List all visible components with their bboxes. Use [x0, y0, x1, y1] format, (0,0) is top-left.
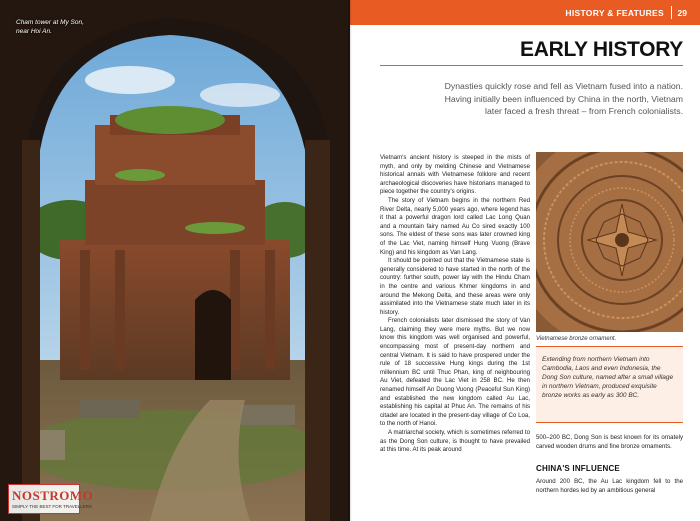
title-rule	[380, 65, 683, 66]
book-gutter	[348, 0, 352, 521]
section-label: HISTORY & FEATURES	[565, 8, 664, 18]
column2-text-continued: Around 200 BC, the Au Lac kingdom fell to the northern hordes led by an ambitious general	[536, 478, 683, 494]
body-paragraph: A matriarchal society, which is sometimes referred to as the Dong Son culture, is thought to have prevailed at this time. At its peak around	[380, 429, 530, 454]
bronze-ornament-icon	[536, 152, 683, 332]
logo-name: NOSTROMO	[12, 488, 94, 503]
body-paragraph: French colonialists later dismissed the story of Van Lang, claiming they were mere myths. But we now know this kingdom was well organised and powerful, encompassing most of present-day northern and central Vietnam. It is said to have prospered under the rule of 18 successive Hung kings during the 1st millennium BC until Thuc Phan, king of neighbouring Au Viet, defeated the Lac Viet in 258 BC. He then renamed himself An Duong Vuong (Peaceful Sun King) and established the new kingdom called Au Lac, establishing his capital at Phuc An. The remains of his citadel are located in the present-day village of Co Loa, to the north of Hanoi.	[380, 317, 530, 428]
body-paragraph: The story of Vietnam begins in the northern Red River Delta, nearly 5,000 years ago, where legend has it that a powerful dragon lord called Lac Long Quan and a mountain fairy named Au Co sired exactly 100 sons. The eldest of these sons was later crowned king of the Lac Viet, naming himself Hung Vuong (Brave King) and his kingdom as Van Lang.	[380, 196, 530, 256]
header-divider	[671, 6, 672, 19]
body-paragraph: It should be pointed out that the Vietnamese state is generally considered to have started in the north of the country: further south, power lay with the Hindu Cham in the centre and various Khmer kingdoms in and around the Mekong Delta, and these areas were only assimilated into the Vietnamese state much later in its history.	[380, 257, 530, 316]
column2-text: 500–200 BC, Dong Son is best known for its ornately carved wooden drums and fine bronze ornaments.	[536, 434, 683, 450]
page-title: EARLY HISTORY	[520, 38, 683, 61]
intro-paragraph: Dynasties quickly rose and fell as Vietnam fused into a nation. Having initially been influenced by China in the north, Vietnam later faced a fresh threat – from French colonialists.	[444, 81, 683, 116]
subheading: CHINA'S INFLUENCE	[536, 464, 620, 473]
right-page	[350, 0, 700, 521]
page-number: 29	[677, 8, 687, 18]
pull-quote: Extending from northern Vietnam into Cambodia, Laos and even Indonesia, the Dong Son culture, named after a small village in northern Vietnam, produced exquisite bronze works as early as 300 BC.	[536, 346, 683, 423]
bronze-ornament-image	[536, 152, 683, 332]
logo-tagline: SIMPLY THE BEST FOR TRAVELLERS	[12, 504, 93, 509]
body-paragraph: Vietnam's ancient history is steeped in the mists of myth, and only by melding Chinese and Vietnamese historical annals with Vietnamese folklore and recent archaeological discoveries have historians managed to piece together the country's origins.	[380, 154, 530, 196]
photo-caption: Cham tower at My Son, near Hoi An.	[16, 19, 84, 35]
publisher-logo	[8, 484, 94, 514]
page-header-bar	[350, 0, 700, 25]
body-column	[380, 154, 530, 455]
image-caption: Vietnamese bronze ornament.	[536, 336, 617, 342]
